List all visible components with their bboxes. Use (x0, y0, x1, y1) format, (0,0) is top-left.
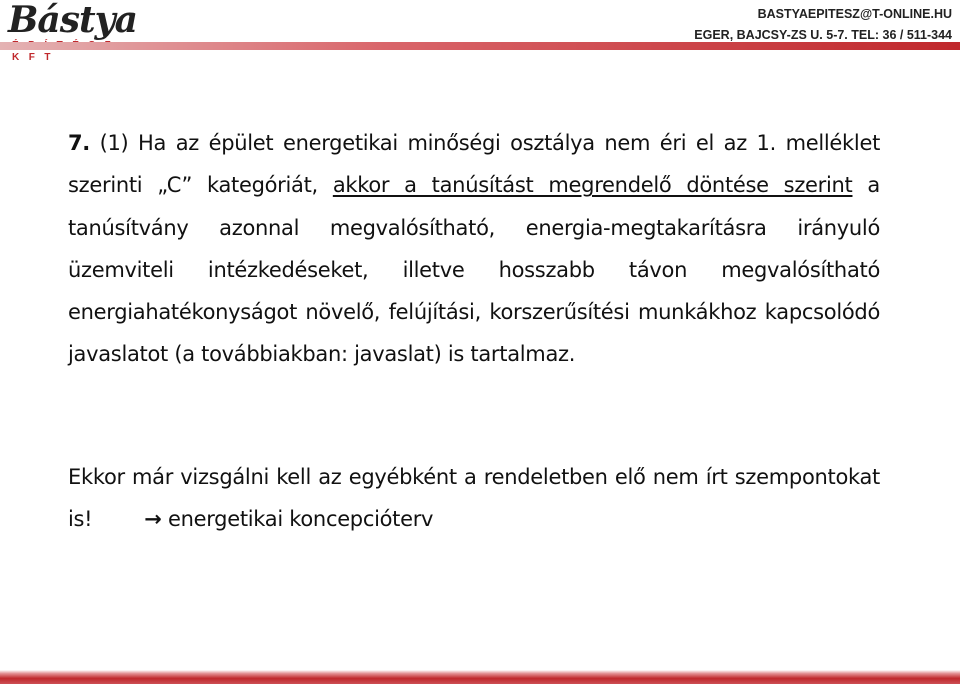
paragraph-number: 7. (68, 131, 90, 155)
contact-address: EGER, BAJCSY-ZS U. 5-7. TEL: 36 / 511-344 (694, 28, 952, 42)
contact-email: BASTYAEPITESZ@T-ONLINE.HU (757, 7, 952, 21)
arrow-right-icon: → (144, 507, 162, 532)
paragraph-2-text: Ekkor már vizsgálni kell az egyébként a rendeletben elő nem írt szempontokat is! (68, 464, 880, 532)
concept-plan-text: energetikai koncepcióterv (161, 507, 434, 532)
paragraph-1-underlined: akkor a tanúsítást megrendelő döntése szerint (332, 173, 853, 198)
logo-subtext: KFT (12, 52, 60, 63)
header-divider-bar (0, 42, 960, 50)
paragraph-2 (68, 456, 880, 541)
paragraph-1-text-a: (1) Ha az épület energetikai minőségi osztálya nem éri el az 1. melléklet szerinti „C” kategóriát, (68, 131, 880, 198)
contact-info (694, 4, 952, 46)
paragraph-1 (68, 122, 880, 376)
paragraph-1-text-b: a tanúsítvány azonnal megvalósítható, energia-megtakarításra irányuló üzemviteli intézkedéseket, illetve hosszabb távon megvalósítható energiahatékonyságot növelő, felújítási, korszerűsítési munkákhoz kapcsolódó javaslatot (a továbbiakban: javaslat) is tartalmaz. (68, 173, 880, 367)
slide-content (68, 122, 880, 540)
footer-divider-bar (0, 670, 960, 684)
logo-script-text: Bástya (8, 0, 137, 41)
